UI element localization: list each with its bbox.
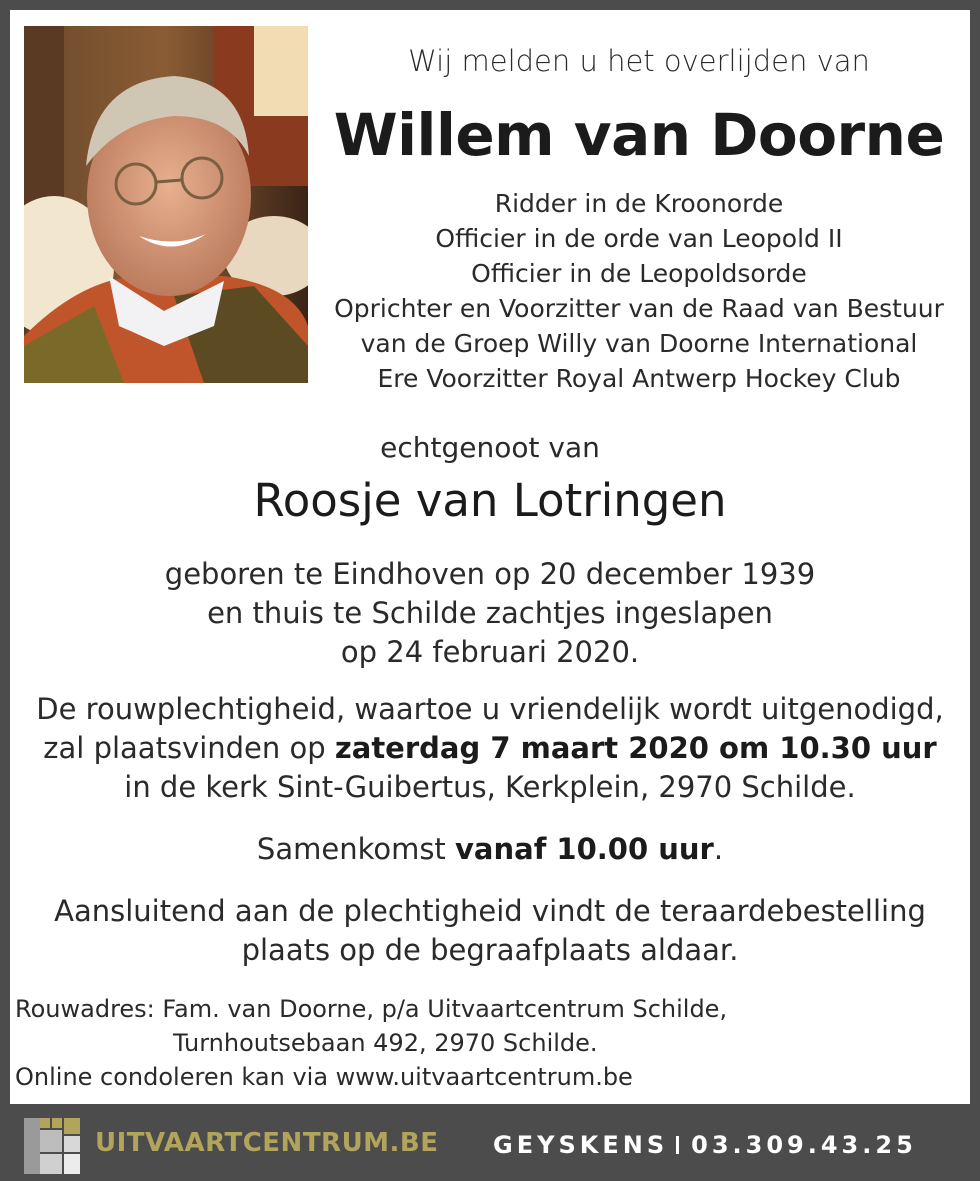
ceremony-prefix: zal plaatsvinden op [43,731,335,765]
portrait-photo-image [24,26,308,383]
honorary-titles [308,186,970,396]
portrait-photo [24,26,308,383]
burial-info [10,892,970,970]
title-line: van de Groep Willy van Doorne International [360,329,918,358]
brand-name[interactable]: UITVAARTCENTRUM.BE [95,1128,439,1158]
mourning-address [15,992,915,1094]
ceremony-line-2 [10,729,970,768]
address-line-1: Rouwadres: Fam. van Doorne, p/a Uitvaartcentrum Schilde, [15,995,728,1023]
intro-text: Wij melden u het overlijden van [408,44,870,78]
meeting-suffix: . [713,832,724,866]
title-line: Ridder in de Kroonorde [494,189,784,218]
ceremony-datetime: zaterdag 7 maart 2020 om 10.30 uur [334,731,937,765]
title-line: Ere Voorzitter Royal Antwerp Hockey Club [377,364,901,393]
ceremony-info [10,690,970,807]
burial-line-2: plaats op de begraafplaats aldaar. [241,933,739,967]
birth-line: geboren te Eindhoven op 20 december 1939 [164,557,816,591]
death-line: en thuis te Schilde zachtjes ingeslapen [207,596,773,630]
uitvaartcentrum-logo-icon [24,1118,80,1174]
online-condolence-line[interactable]: Online condoleren kan via www.uitvaartcentrum.be [15,1063,633,1091]
meeting-prefix: Samenkomst [256,832,456,866]
company-name: GEYSKENS [493,1131,669,1159]
phone-number[interactable]: 03.309.43.25 [691,1131,917,1159]
deceased-name: Willem van Doorne [333,101,945,169]
meeting-info [10,830,970,869]
title-line: Officier in de Leopoldsorde [471,259,807,288]
title-line: Officier in de orde van Leopold II [435,224,843,253]
death-date-line: op 24 februari 2020. [340,635,640,669]
spouse-label: echtgenoot van [380,431,600,464]
separator-bar [676,1136,679,1154]
ceremony-location: in de kerk Sint-Guibertus, Kerkplein, 2970 Schilde. [124,770,856,804]
spouse-name: Roosje van Lotringen [253,474,727,527]
ceremony-line-1: De rouwplechtigheid, waartoe u vriendelijk wordt uitgenodigd, [36,692,944,726]
meeting-time: vanaf 10.00 uur [455,832,714,866]
address-line-2: Turnhoutsebaan 492, 2970 Schilde. [173,1029,598,1057]
title-line: Oprichter en Voorzitter van de Raad van Bestuur [334,294,944,323]
footer-bar [0,1104,980,1181]
burial-line-1: Aansluitend aan de plechtigheid vindt de teraardebestelling [54,894,926,928]
birth-death-info [10,555,970,672]
company-contact [493,1129,917,1161]
